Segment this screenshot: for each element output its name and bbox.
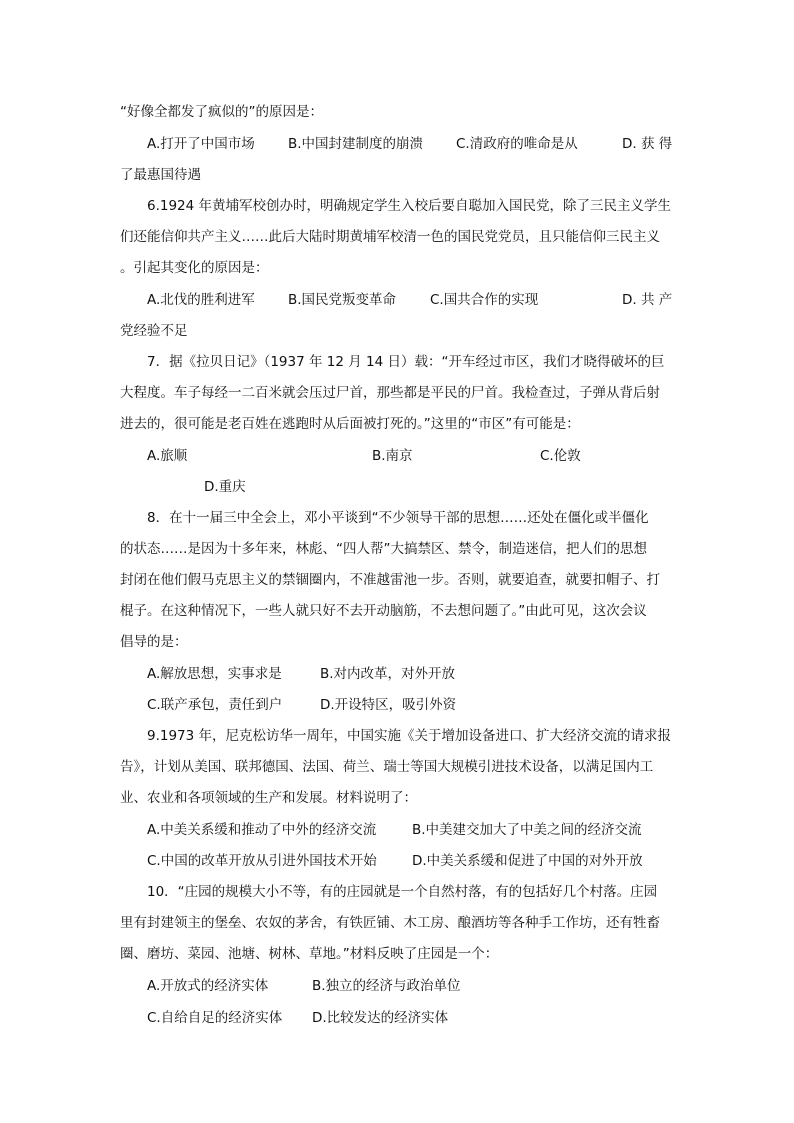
q8-option-a: A.解放思想，实事求是 [147,666,282,682]
q6-stem-line-3: 。引起其变化的原因是： [120,260,269,276]
q6-option-d-cont: 党经验不足 [120,323,188,339]
q8-option-d: D.开设特区，吸引外资 [320,697,457,713]
q10-option-a: A.开放式的经济实体 [147,978,269,994]
q8-stem-line-2: 的状态……是因为十多年来，林彪、“四人帮”大搞禁区、禁令，制造迷信，把人们的思想 [120,541,647,557]
q6-option-c: C.国共合作的实现 [430,292,539,308]
q8-option-b: B.对内改革，对外开放 [320,666,456,682]
q10-stem-line-3: 圈、磨坊、菜园、池塘、树林、草地。”材料反映了庄园是一个： [120,946,499,962]
q10-stem-line-1: 10．“庄园的规模大小不等，有的庄园就是一个自然村落，有的包括好几个村落。庄园 [147,884,658,900]
q10-option-c: C.自给自足的经济实体 [147,1010,283,1026]
q5-option-d-cont: 了最惠国待遇 [120,167,201,183]
q7-option-c: C.伦敦 [540,448,581,464]
q8-stem-line-4: 棍子。在这种情况下，一些人就只好不去开动脑筋，不去想问题了。”由此可见，这次会议 [120,603,647,619]
q9-stem-line-2: 告》，计划从美国、联邦德国、法国、荷兰、瑞士等国大规模引进技术设备，以满足国内工 [120,759,654,775]
q6-option-d: D. 共 产 [622,292,673,308]
q6-option-b: B.国民党叛变革命 [288,292,397,308]
q9-stem-line-1: 9.1973 年，尼克松访华一周年，中国实施《关于增加设备进口、扩大经济交流的请求报 [147,728,672,744]
q10-option-b: B.独立的经济与政治单位 [312,978,461,994]
q8-stem-line-3: 封闭在他们假马克思主义的禁锢圈内，不准越雷池一步。否则，就要追查，就要扣帽子、打 [120,572,660,588]
q8-stem-line-1: 8．在十一届三中全会上，邓小平谈到“不少领导干部的思想……还处在僵化或半僵化 [147,510,649,526]
q7-option-d: D.重庆 [204,479,246,495]
q6-stem-line-2: 们还能信仰共产主义……此后大陆时期黄埔军校清一色的国民党党员，且只能信仰三民主义 [120,229,660,245]
q6-stem-line-1: 6.1924 年黄埔军校创办时，明确规定学生入校后要自聪加入国民党，除了三民主义学生 [147,198,672,214]
q9-option-c: C.中国的改革开放从引进外国技术开始 [147,853,377,869]
q8-option-c: C.联产承包，责任到户 [147,697,283,713]
q7-option-a: A.旅顺 [147,448,188,464]
q9-stem-line-3: 业、农业和各项领域的生产和发展。材料说明了： [120,790,417,806]
q5-option-b: B.中国封建制度的崩溃 [288,136,424,152]
q5-stem-line-1: “好像全都发了疯似的”的原因是： [120,104,323,120]
q7-stem-line-3: 进去的，很可能是老百姓在逃跑时从后面被打死的。”这里的“市区”有可能是： [120,416,580,432]
q10-stem-line-2: 里有封建领主的堡垒、农奴的茅舍，有铁匠铺、木工房、酿酒坊等各种手工作坊，还有牲畜 [120,915,660,931]
q5-option-a: A.打开了中国市场 [147,136,255,152]
q6-option-a: A.北伐的胜利进军 [147,292,255,308]
q9-option-a: A.中美关系缓和推动了中外的经济交流 [147,822,377,838]
q5-option-d: D. 获 得 [622,136,673,152]
q7-stem-line-1: 7．据《拉贝日记》（1937 年 12 月 14 日）载：“开车经过市区，我们才晓得破坏的巨 [147,354,665,370]
q5-option-c: C.清政府的唯命是从 [456,136,578,152]
q7-option-b: B.南京 [372,448,413,464]
q8-stem-line-5: 倡导的是： [120,634,188,650]
q9-option-d: D.中美关系缓和促进了中国的对外开放 [412,853,643,869]
q10-option-d: D.比较发达的经济实体 [312,1010,449,1026]
q7-stem-line-2: 大程度。车子每经一二百米就会压过尸首，那些都是平民的尸首。我检查过，子弹从背后射 [120,385,660,401]
q9-option-b: B.中美建交加大了中美之间的经济交流 [412,822,642,838]
